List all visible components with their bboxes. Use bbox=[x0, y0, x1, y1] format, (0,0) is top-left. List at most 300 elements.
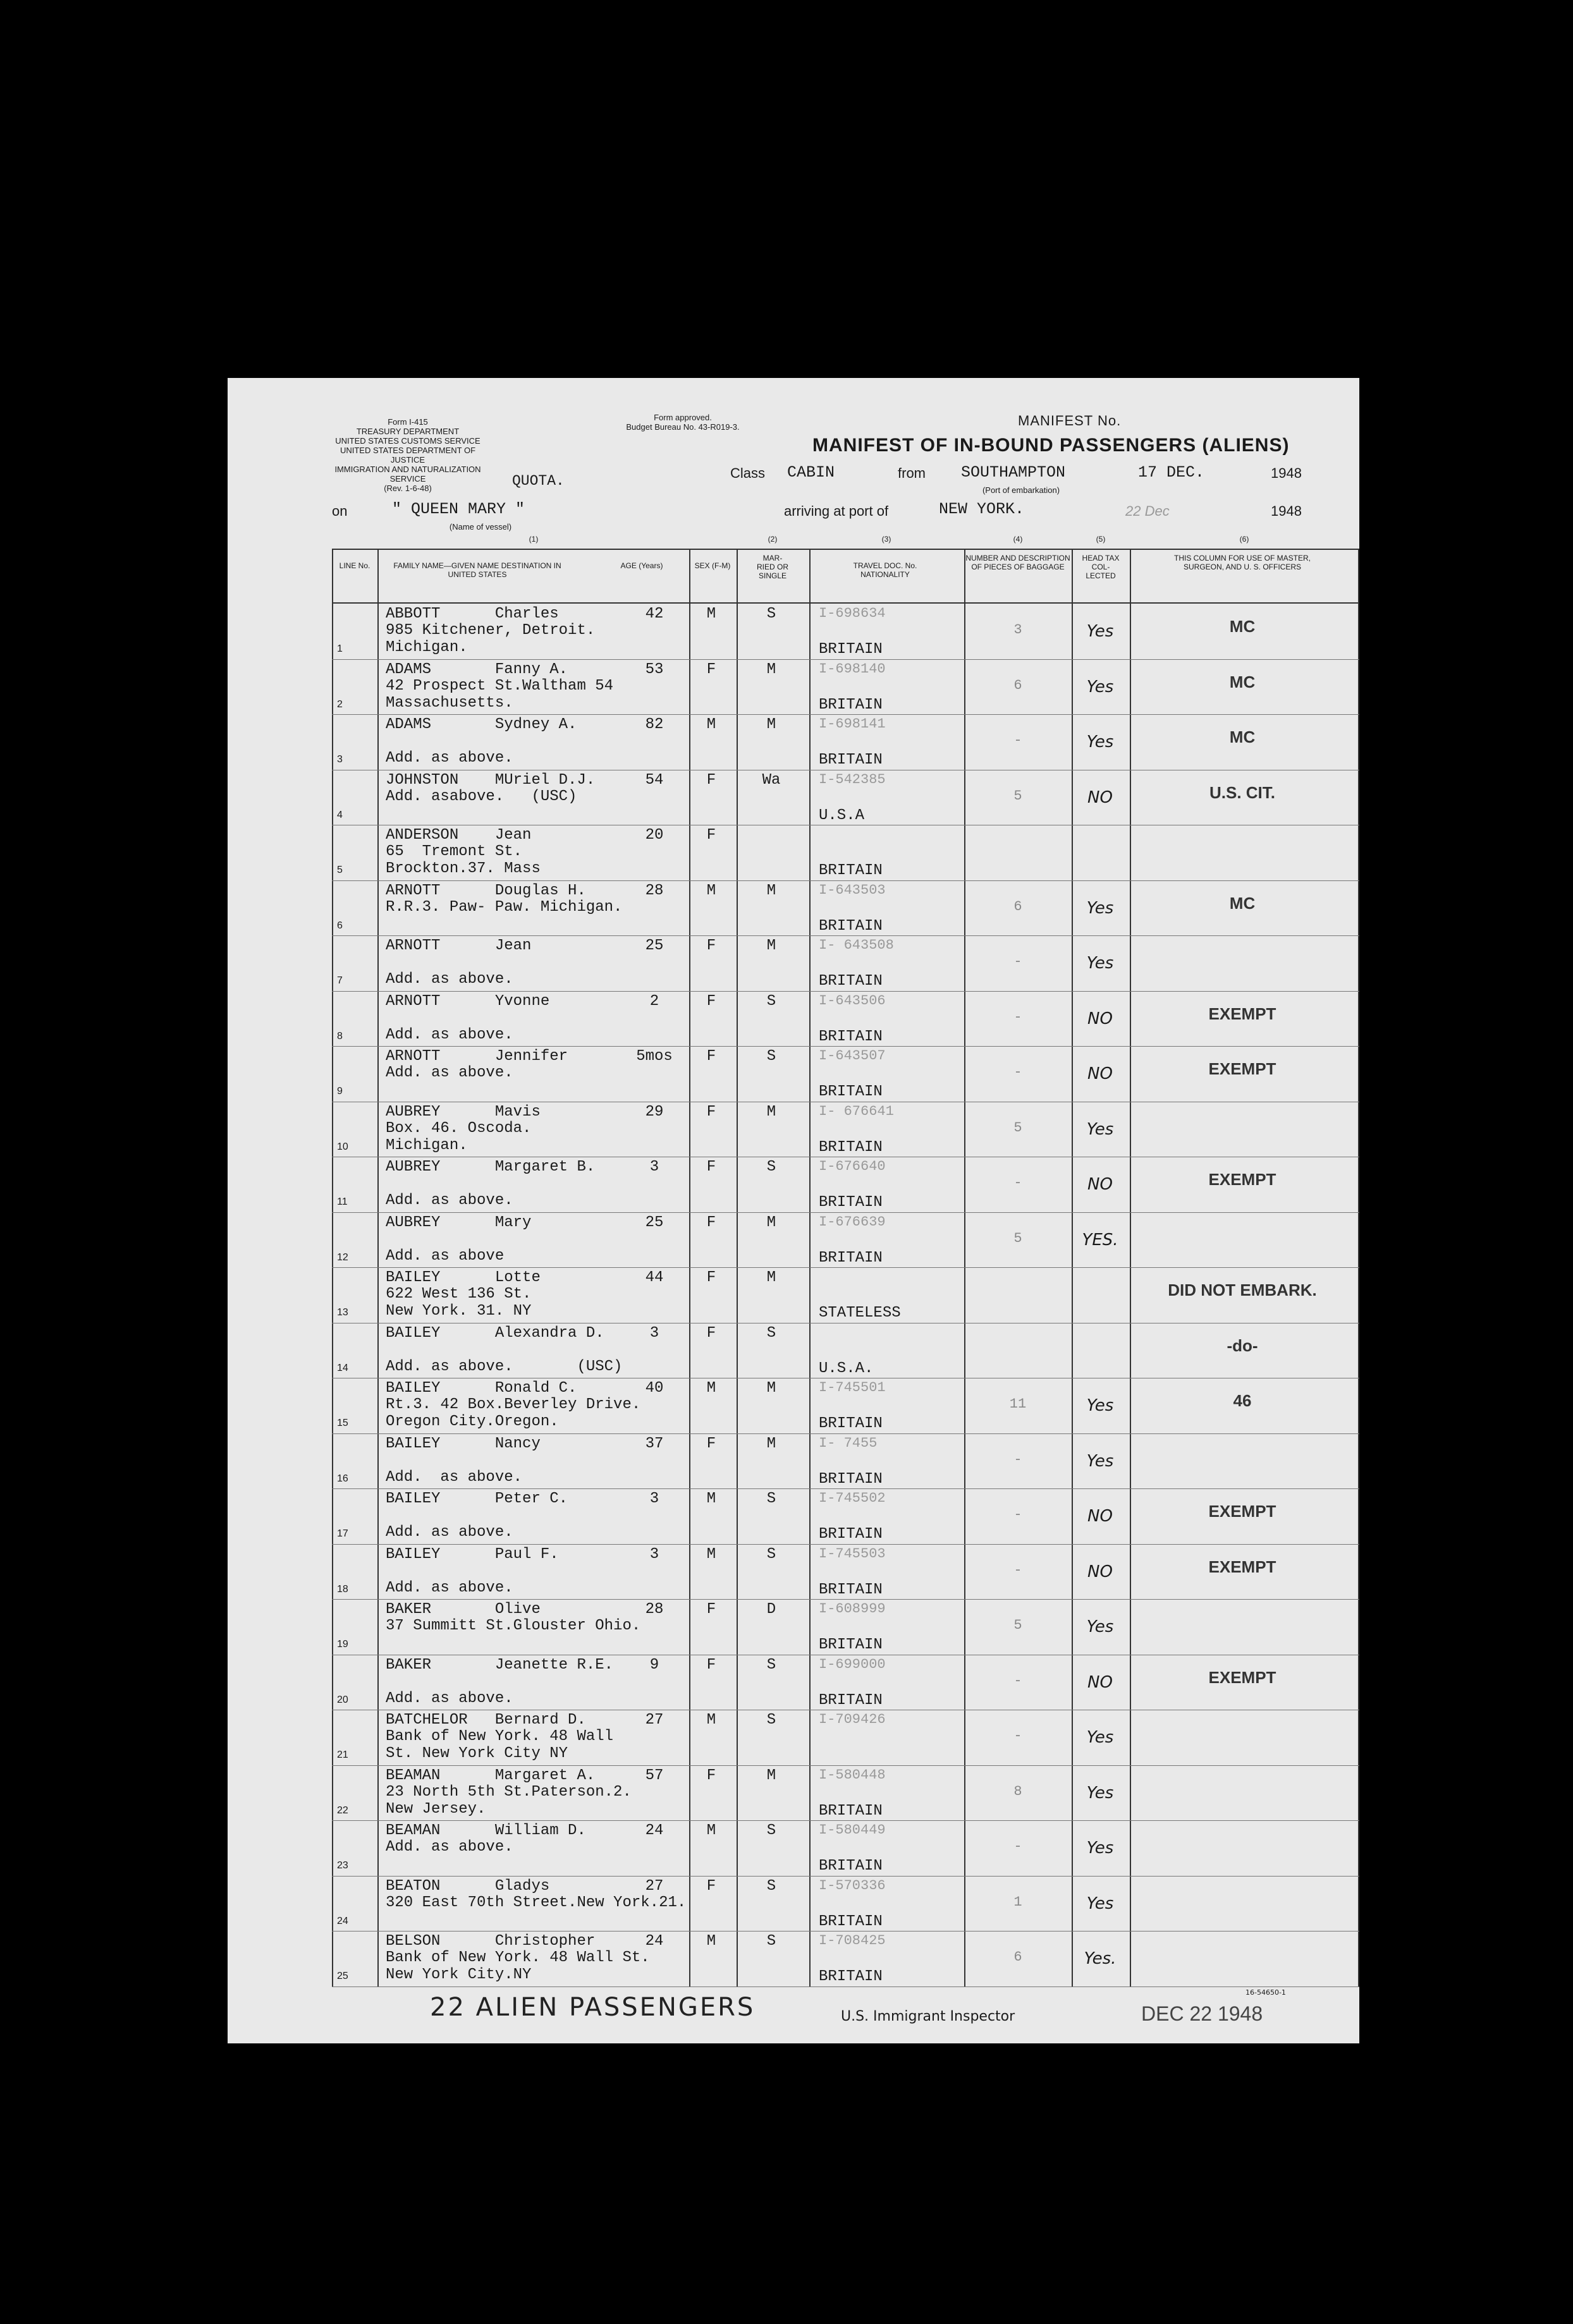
line-number: 23 bbox=[337, 1860, 348, 1871]
passenger-row bbox=[332, 1378, 1359, 1433]
travel-doc-number: I-698634 bbox=[819, 605, 886, 621]
marital-status-cell: M bbox=[766, 1767, 776, 1784]
age-cell: 37 bbox=[645, 1435, 664, 1452]
passenger-name: BAILEY Ronald C. bbox=[386, 1380, 577, 1397]
destination-address: Add. as above. bbox=[386, 1064, 513, 1081]
passenger-row bbox=[332, 1157, 1359, 1212]
passenger-row bbox=[332, 825, 1359, 880]
travel-doc-number: I-570336 bbox=[819, 1877, 886, 1894]
age-cell: 25 bbox=[645, 937, 664, 954]
marital-status-cell: M bbox=[766, 1435, 776, 1452]
passenger-name: BAILEY Nancy bbox=[386, 1435, 541, 1452]
line-number: 24 bbox=[337, 1915, 348, 1926]
sex-cell: F bbox=[706, 1601, 716, 1618]
passenger-name: BAKER Olive bbox=[386, 1601, 541, 1618]
travel-doc-number: I- 676641 bbox=[819, 1103, 894, 1119]
colnum-married: (2) bbox=[768, 535, 778, 544]
baggage-count: - bbox=[1013, 954, 1022, 970]
baggage-count: - bbox=[1013, 1175, 1022, 1191]
officer-remark: -do- bbox=[1227, 1335, 1258, 1355]
officer-remark: MC bbox=[1229, 617, 1256, 636]
passenger-name: ADAMS Fanny A. bbox=[386, 660, 568, 678]
passenger-row bbox=[332, 1600, 1359, 1655]
sex-cell: F bbox=[706, 827, 716, 844]
passenger-table bbox=[332, 535, 1359, 1986]
officer-remark: EXEMPT bbox=[1208, 1502, 1276, 1521]
arrival-date: 22 Dec bbox=[1125, 503, 1170, 519]
baggage-count: 8 bbox=[1013, 1783, 1022, 1799]
nationality-cell: BRITAIN bbox=[819, 862, 883, 879]
marital-status-cell: S bbox=[766, 992, 776, 1010]
head-tax-cell: Yes bbox=[1086, 898, 1114, 918]
baggage-count: 3 bbox=[1013, 622, 1022, 638]
baggage-count: - bbox=[1013, 1728, 1022, 1744]
destination-address: Add. as above. bbox=[386, 1192, 513, 1209]
customs-service: UNITED STATES CUSTOMS SERVICE bbox=[335, 436, 480, 446]
travel-doc-number: I-608999 bbox=[819, 1601, 886, 1617]
nationality-cell: BRITAIN bbox=[819, 1968, 883, 1985]
destination-address: Add. as above. bbox=[386, 750, 513, 767]
approval-block bbox=[620, 413, 746, 432]
nationality-cell: BRITAIN bbox=[819, 1083, 883, 1100]
passenger-name: AUBREY Mavis bbox=[386, 1103, 541, 1121]
line-number: 19 bbox=[337, 1639, 348, 1650]
manifest-number-label: MANIFEST No. bbox=[1018, 413, 1122, 429]
sex-cell: F bbox=[706, 1048, 716, 1065]
travel-doc-number: I-708425 bbox=[819, 1933, 886, 1949]
age-cell: 57 bbox=[645, 1767, 664, 1784]
age-cell: 24 bbox=[645, 1933, 664, 1950]
marital-status-cell: M bbox=[766, 1214, 776, 1231]
baggage-count: - bbox=[1013, 1009, 1022, 1025]
sex-cell: F bbox=[706, 660, 716, 678]
passenger-name: BAILEY Lotte bbox=[386, 1269, 541, 1286]
age-cell: 24 bbox=[645, 1822, 664, 1839]
head-tax-cell: NO bbox=[1087, 1507, 1113, 1526]
marital-status-cell: S bbox=[766, 1877, 776, 1895]
marital-status-cell: S bbox=[766, 1324, 776, 1342]
destination-address: Add. as above. bbox=[386, 1579, 513, 1597]
travel-doc-number: I-699000 bbox=[819, 1656, 886, 1672]
line-number: 5 bbox=[337, 865, 343, 875]
marital-status-cell: M bbox=[766, 1380, 776, 1397]
justice-dept: UNITED STATES DEPARTMENT OF JUSTICE bbox=[340, 446, 476, 465]
nationality-cell: BRITAIN bbox=[819, 1138, 883, 1156]
head-tax-cell: NO bbox=[1087, 1562, 1113, 1581]
travel-doc-number: I-643507 bbox=[819, 1048, 886, 1064]
marital-status-cell: M bbox=[766, 660, 776, 678]
destination-address: 622 West 136 St. New York. 31. NY bbox=[386, 1286, 532, 1320]
destination-address: 65 Tremont St. Brockton.37. Mass bbox=[386, 843, 541, 877]
col-married: MAR-RIED OR SINGLE bbox=[757, 554, 789, 580]
nationality-cell: BRITAIN bbox=[819, 1249, 883, 1267]
passenger-row bbox=[332, 1655, 1359, 1710]
nationality-cell: BRITAIN bbox=[819, 1526, 883, 1543]
line-number: 12 bbox=[337, 1251, 348, 1263]
destination-address: R.R.3. Paw- Paw. Michigan. bbox=[386, 898, 623, 916]
sex-cell: M bbox=[706, 605, 716, 623]
nationality-cell: BRITAIN bbox=[819, 696, 883, 714]
head-tax-cell: Yes. bbox=[1084, 1949, 1117, 1968]
line-number: 16 bbox=[337, 1473, 348, 1484]
passenger-name: ARNOTT Douglas H. bbox=[386, 882, 586, 899]
travel-doc-number: I-709426 bbox=[819, 1712, 886, 1727]
baggage-count: - bbox=[1013, 1672, 1022, 1689]
destination-address: Add. as above. bbox=[386, 1839, 513, 1856]
travel-doc-number: I-745502 bbox=[819, 1490, 886, 1506]
marital-status-cell: S bbox=[766, 605, 776, 623]
passenger-name: ARNOTT Jennifer bbox=[386, 1048, 568, 1065]
baggage-count: - bbox=[1013, 1562, 1022, 1578]
passenger-name: BEAMAN Margaret A. bbox=[386, 1767, 596, 1784]
passenger-row bbox=[332, 881, 1359, 936]
line-number: 10 bbox=[337, 1141, 348, 1152]
age-cell: 27 bbox=[645, 1712, 664, 1729]
baggage-count: 5 bbox=[1013, 1617, 1022, 1633]
sex-cell: M bbox=[706, 1822, 716, 1839]
line-number: 25 bbox=[337, 1971, 348, 1981]
baggage-count: - bbox=[1013, 1064, 1022, 1080]
line-number: 1 bbox=[337, 643, 343, 654]
age-cell: 3 bbox=[649, 1545, 659, 1563]
nationality-cell: BRITAIN bbox=[819, 1691, 883, 1709]
destination-address: Add. as above. bbox=[386, 1468, 523, 1486]
nationality-cell: BRITAIN bbox=[819, 1028, 883, 1045]
destination-address: 42 Prospect St.Waltham 54 Massachusetts. bbox=[386, 677, 614, 712]
passenger-name: BEATON Gladys bbox=[386, 1877, 550, 1895]
passenger-row bbox=[332, 992, 1359, 1047]
head-tax-cell: NO bbox=[1087, 1672, 1113, 1692]
marital-status-cell: Wa bbox=[762, 771, 781, 789]
age-cell: 53 bbox=[645, 660, 664, 678]
nationality-cell: U.S.A. bbox=[819, 1360, 874, 1377]
age-cell: 82 bbox=[645, 716, 664, 733]
line-number: 13 bbox=[337, 1307, 348, 1318]
destination-address: Bank of New York. 48 Wall St. New York City.NY bbox=[386, 1949, 650, 1983]
sex-cell: F bbox=[706, 1214, 716, 1231]
line-number: 22 bbox=[337, 1804, 348, 1816]
age-cell: 3 bbox=[649, 1324, 659, 1342]
marital-status-cell: S bbox=[766, 1656, 776, 1674]
travel-doc-number: I-676639 bbox=[819, 1214, 886, 1230]
travel-doc-number: I-643506 bbox=[819, 992, 886, 1009]
officer-remark: EXEMPT bbox=[1208, 1059, 1276, 1078]
from-port: SOUTHAMPTON bbox=[961, 463, 1066, 482]
passenger-row bbox=[332, 1545, 1359, 1600]
from-label: from bbox=[898, 465, 926, 481]
marital-status-cell: M bbox=[766, 1269, 776, 1286]
officer-remark: MC bbox=[1229, 672, 1256, 691]
nationality-cell: BRITAIN bbox=[819, 1636, 883, 1653]
quota-label: QUOTA. bbox=[512, 473, 565, 489]
alien-count-note: 22 ALIEN PASSENGERS bbox=[430, 1993, 756, 2022]
age-cell: 20 bbox=[645, 827, 664, 844]
passenger-row bbox=[332, 1102, 1359, 1157]
destination-address: Add. asabove. (USC) bbox=[386, 788, 577, 805]
passenger-row bbox=[332, 1877, 1359, 1932]
line-number: 6 bbox=[337, 920, 343, 931]
destination-address: Add. as above bbox=[386, 1247, 505, 1265]
passenger-name: ANDERSON Jean bbox=[386, 827, 532, 844]
passenger-row bbox=[332, 1047, 1359, 1102]
officer-remark: EXEMPT bbox=[1208, 1004, 1276, 1023]
year-departure: 1948 bbox=[1271, 465, 1302, 481]
passenger-name: BAILEY Paul F. bbox=[386, 1545, 559, 1563]
passenger-row bbox=[332, 1434, 1359, 1489]
inspector-label: U.S. Immigrant Inspector bbox=[841, 2009, 1015, 2024]
head-tax-cell: Yes bbox=[1086, 1728, 1114, 1747]
sex-cell: F bbox=[706, 937, 716, 954]
line-number: 7 bbox=[337, 975, 343, 986]
line-number: 2 bbox=[337, 698, 343, 710]
passenger-row bbox=[332, 1766, 1359, 1821]
travel-doc-number: I-698141 bbox=[819, 716, 886, 732]
form-code: 16-54650-1 bbox=[1246, 1988, 1286, 1997]
baggage-count: 6 bbox=[1013, 898, 1022, 915]
marital-status-cell: S bbox=[766, 1490, 776, 1507]
travel-doc-number: I-745503 bbox=[819, 1545, 886, 1562]
nationality-cell: BRITAIN bbox=[819, 751, 883, 769]
arriving-label: arriving at port of bbox=[784, 503, 889, 519]
line-number: 18 bbox=[337, 1583, 348, 1595]
destination-address: Rt.3. 42 Box.Beverley Drive. Oregon City.Oregon. bbox=[386, 1396, 641, 1430]
baggage-count: 6 bbox=[1013, 677, 1022, 693]
age-cell: 28 bbox=[645, 882, 664, 899]
baggage-count: 6 bbox=[1013, 1949, 1022, 1965]
baggage-count: 5 bbox=[1013, 1230, 1022, 1246]
line-number: 14 bbox=[337, 1362, 348, 1373]
travel-doc-number: I-643503 bbox=[819, 882, 886, 898]
head-tax-cell: Yes bbox=[1086, 1839, 1114, 1858]
sex-cell: M bbox=[706, 716, 716, 733]
passenger-row bbox=[332, 1710, 1359, 1765]
vessel-name: " QUEEN MARY " bbox=[392, 500, 525, 518]
destination-address: Add. as above. (USC) bbox=[386, 1358, 623, 1375]
document-title: MANIFEST OF IN-BOUND PASSENGERS (ALIENS) bbox=[812, 435, 1290, 456]
travel-doc-number: I- 643508 bbox=[819, 937, 894, 953]
nationality-cell: BRITAIN bbox=[819, 641, 883, 658]
sex-cell: F bbox=[706, 1877, 716, 1895]
travel-doc-number: I- 7455 bbox=[819, 1435, 878, 1451]
officer-remark: MC bbox=[1229, 893, 1256, 913]
passenger-name: AUBREY Margaret B. bbox=[386, 1159, 596, 1176]
age-cell: 54 bbox=[645, 771, 664, 789]
head-tax-cell: Yes bbox=[1086, 1396, 1114, 1415]
destination-address: 985 Kitchener, Detroit. Michigan. bbox=[386, 622, 596, 656]
nationality-cell: BRITAIN bbox=[819, 1802, 883, 1820]
nationality-cell: STATELESS bbox=[819, 1305, 901, 1322]
destination-address: Add. as above. bbox=[386, 1689, 513, 1707]
age-cell: 27 bbox=[645, 1877, 664, 1895]
col-age: AGE (Years) bbox=[620, 561, 663, 570]
destination-address: 37 Summitt St.Glouster Ohio. bbox=[386, 1617, 641, 1634]
colnum-head-tax: (5) bbox=[1096, 535, 1106, 544]
nationality-cell: BRITAIN bbox=[819, 1858, 883, 1875]
col-name-destination: FAMILY NAME—GIVEN NAME DESTINATION IN UNITED STATES bbox=[393, 561, 561, 579]
officer-remark: 46 bbox=[1233, 1391, 1252, 1410]
vessel-label: (Name of vessel) bbox=[449, 522, 512, 532]
colnum-name: (1) bbox=[529, 535, 539, 544]
line-number: 11 bbox=[337, 1196, 348, 1207]
arrival-port: NEW YORK. bbox=[939, 500, 1025, 518]
destination-address: Add. as above. bbox=[386, 1524, 513, 1541]
passenger-name: BAILEY Peter C. bbox=[386, 1490, 568, 1507]
sex-cell: F bbox=[706, 1656, 716, 1674]
passenger-row bbox=[332, 1932, 1359, 1986]
col-sex: SEX (F-M) bbox=[694, 561, 731, 570]
nationality-cell: BRITAIN bbox=[819, 973, 883, 990]
line-number: 8 bbox=[337, 1030, 343, 1042]
marital-status-cell: S bbox=[766, 1048, 776, 1065]
baggage-count: - bbox=[1013, 1507, 1022, 1523]
baggage-count: 5 bbox=[1013, 788, 1022, 804]
revision: (Rev. 1-6-48) bbox=[384, 484, 432, 493]
head-tax-cell: Yes bbox=[1086, 733, 1114, 751]
passenger-row bbox=[332, 1268, 1359, 1323]
officer-remark: DID NOT EMBARK. bbox=[1168, 1281, 1317, 1299]
sex-cell: M bbox=[706, 1380, 716, 1397]
passenger-name: BEAMAN William D. bbox=[386, 1822, 586, 1839]
age-cell: 44 bbox=[645, 1269, 664, 1286]
passenger-name: ARNOTT Yvonne bbox=[386, 992, 550, 1010]
col-baggage: NUMBER AND DESCRIPTION OF PIECES OF BAGGAGE bbox=[965, 554, 1070, 571]
officer-remark: EXEMPT bbox=[1208, 1667, 1276, 1687]
age-cell: 2 bbox=[649, 992, 659, 1010]
passenger-name: ARNOTT Jean bbox=[386, 937, 532, 954]
marital-status-cell: S bbox=[766, 1933, 776, 1950]
age-cell: 3 bbox=[649, 1159, 659, 1176]
baggage-count: - bbox=[1013, 733, 1022, 748]
departure-date: 17 DEC. bbox=[1138, 463, 1205, 482]
passenger-name: AUBREY Mary bbox=[386, 1214, 532, 1231]
officer-remark: EXEMPT bbox=[1208, 1170, 1276, 1189]
ins-label: IMMIGRATION AND NATURALIZATION SERVICE bbox=[334, 465, 481, 484]
passenger-name: BELSON Christopher bbox=[386, 1933, 596, 1950]
sex-cell: F bbox=[706, 771, 716, 789]
sex-cell: M bbox=[706, 1545, 716, 1563]
head-tax-cell: Yes bbox=[1086, 677, 1114, 697]
approval-line: Budget Bureau No. 43-R019-3. bbox=[626, 422, 740, 432]
passenger-row bbox=[332, 1821, 1359, 1876]
sex-cell: F bbox=[706, 992, 716, 1010]
marital-status-cell: S bbox=[766, 1712, 776, 1729]
passenger-row bbox=[332, 1489, 1359, 1544]
passenger-row bbox=[332, 936, 1359, 991]
passenger-row bbox=[332, 1323, 1359, 1378]
marital-status-cell: S bbox=[766, 1545, 776, 1563]
sex-cell: M bbox=[706, 882, 716, 899]
marital-status-cell: M bbox=[766, 716, 776, 733]
col-head-tax: HEAD TAX COL-LECTED bbox=[1082, 554, 1120, 580]
nationality-cell: BRITAIN bbox=[819, 1194, 883, 1211]
age-cell: 40 bbox=[645, 1380, 664, 1397]
passenger-name: JOHNSTON MUriel D.J. bbox=[386, 771, 596, 789]
nationality-cell: BRITAIN bbox=[819, 1581, 883, 1598]
sex-cell: F bbox=[706, 1324, 716, 1342]
destination-address: 23 North 5th St.Paterson.2. New Jersey. bbox=[386, 1783, 632, 1818]
line-number: 15 bbox=[337, 1418, 348, 1428]
head-tax-cell: YES. bbox=[1082, 1230, 1118, 1250]
sex-cell: F bbox=[706, 1159, 716, 1176]
passenger-name: BAILEY Alexandra D. bbox=[386, 1324, 604, 1342]
form-agency-block bbox=[326, 417, 490, 493]
travel-doc-number: I-745501 bbox=[819, 1380, 886, 1396]
line-number: 21 bbox=[337, 1749, 348, 1760]
age-cell: 29 bbox=[645, 1103, 664, 1121]
nationality-cell: BRITAIN bbox=[819, 917, 883, 935]
class-value: CABIN bbox=[787, 463, 835, 482]
sex-cell: F bbox=[706, 1269, 716, 1286]
age-cell: 25 bbox=[645, 1214, 664, 1231]
colnum-travel-doc: (3) bbox=[881, 535, 891, 544]
travel-doc-number: I-698140 bbox=[819, 660, 886, 677]
marital-status-cell: M bbox=[766, 882, 776, 899]
age-cell: 28 bbox=[645, 1601, 664, 1618]
year-arrival: 1948 bbox=[1271, 503, 1302, 519]
date-stamp: DEC 22 1948 bbox=[1141, 2002, 1263, 2025]
treasury-dept: TREASURY DEPARTMENT bbox=[356, 427, 460, 436]
passenger-name: BAKER Jeanette R.E. bbox=[386, 1656, 614, 1674]
baggage-count: 5 bbox=[1013, 1119, 1022, 1136]
destination-address: 320 East 70th Street.New York.21. bbox=[386, 1894, 687, 1911]
age-cell: 5mos bbox=[636, 1048, 673, 1065]
marital-status-cell: S bbox=[766, 1822, 776, 1839]
destination-address: Box. 46. Oscoda. Michigan. bbox=[386, 1119, 532, 1154]
marital-status-cell: S bbox=[766, 1159, 776, 1176]
colnum-officers: (6) bbox=[1239, 535, 1249, 544]
head-tax-cell: Yes bbox=[1086, 622, 1114, 641]
travel-doc-number: I-542385 bbox=[819, 771, 886, 788]
head-tax-cell: NO bbox=[1087, 1175, 1113, 1194]
sex-cell: M bbox=[706, 1933, 716, 1950]
head-tax-cell: NO bbox=[1087, 1009, 1113, 1028]
sex-cell: M bbox=[706, 1712, 716, 1729]
marital-status-cell: M bbox=[766, 937, 776, 954]
approval-line: Form approved. bbox=[654, 413, 712, 422]
nationality-cell: BRITAIN bbox=[819, 1415, 883, 1432]
sex-cell: M bbox=[706, 1490, 716, 1507]
line-number: 3 bbox=[337, 754, 343, 765]
passenger-name: ADAMS Sydney A. bbox=[386, 716, 577, 733]
travel-doc-number: I-580448 bbox=[819, 1767, 886, 1783]
baggage-count: 1 bbox=[1013, 1894, 1022, 1910]
head-tax-cell: NO bbox=[1087, 1064, 1113, 1083]
passenger-name: ABBOTT Charles bbox=[386, 605, 559, 623]
passenger-row bbox=[332, 770, 1359, 825]
head-tax-cell: Yes bbox=[1086, 1783, 1114, 1803]
manifest-page bbox=[228, 378, 1359, 2043]
line-number: 9 bbox=[337, 1086, 343, 1097]
head-tax-cell: Yes bbox=[1086, 1119, 1114, 1139]
age-cell: 3 bbox=[649, 1490, 659, 1507]
baggage-count: - bbox=[1013, 1451, 1022, 1468]
marital-status-cell: M bbox=[766, 1103, 776, 1121]
head-tax-cell: Yes bbox=[1086, 954, 1114, 973]
baggage-count: - bbox=[1013, 1839, 1022, 1854]
head-tax-cell: Yes bbox=[1086, 1451, 1114, 1471]
passenger-row bbox=[332, 715, 1359, 770]
baggage-count: 11 bbox=[1009, 1396, 1027, 1412]
destination-address: Bank of New York. 48 Wall St. New York City NY bbox=[386, 1728, 614, 1762]
sex-cell: F bbox=[706, 1435, 716, 1452]
nationality-cell: U.S.A bbox=[819, 806, 865, 824]
age-cell: 9 bbox=[649, 1656, 659, 1674]
passenger-name: BATCHELOR Bernard D. bbox=[386, 1712, 586, 1729]
age-cell: 42 bbox=[645, 605, 664, 623]
col-line-no: LINE No. bbox=[339, 561, 370, 570]
officer-remark: MC bbox=[1229, 727, 1256, 746]
colnum-baggage: (4) bbox=[1013, 535, 1023, 544]
